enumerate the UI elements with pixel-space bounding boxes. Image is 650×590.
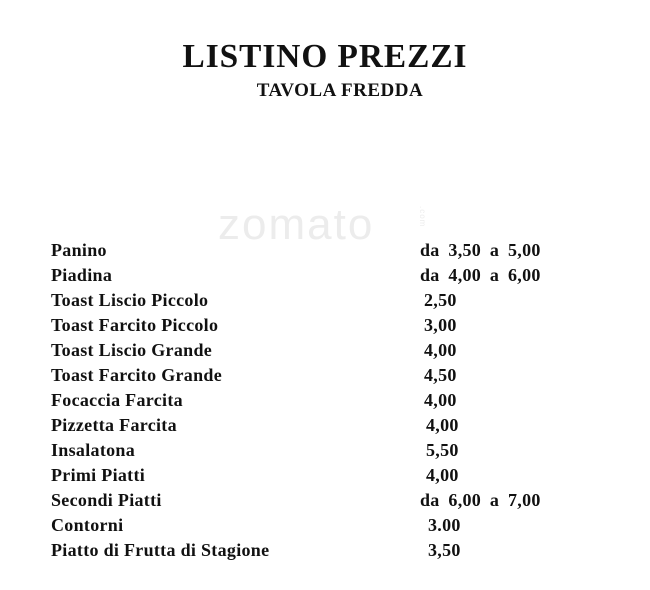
item-name: Focaccia Farcita bbox=[51, 390, 183, 410]
zomato-watermark: zomato bbox=[218, 200, 375, 249]
item-name: Secondi Piatti bbox=[51, 490, 162, 510]
menu-item-pizzetta-farcita bbox=[0, 415, 650, 440]
item-name: Toast Farcito Piccolo bbox=[51, 315, 219, 335]
item-price: 4,50 bbox=[424, 365, 457, 385]
item-price: 4,00 bbox=[426, 415, 459, 435]
item-name: Insalatona bbox=[51, 440, 136, 460]
item-price: da 4,00 a 6,00 bbox=[420, 265, 541, 285]
item-price: 4,00 bbox=[424, 390, 457, 410]
item-name: Toast Farcito Grande bbox=[51, 365, 222, 385]
page-title: LISTINO PREZZI bbox=[182, 38, 468, 75]
item-name: Toast Liscio Piccolo bbox=[51, 290, 209, 310]
item-price: 5,50 bbox=[426, 440, 459, 460]
item-price: 4,00 bbox=[426, 465, 459, 485]
menu-item-toast-farcito-piccolo bbox=[0, 315, 650, 340]
menu-item-panino bbox=[0, 240, 650, 265]
menu-item-toast-farcito-grande bbox=[0, 365, 650, 390]
page-subtitle: TAVOLA FREDDA bbox=[256, 80, 424, 101]
menu-item-toast-liscio-piccolo bbox=[0, 290, 650, 315]
item-price: 4,00 bbox=[424, 340, 457, 360]
item-price: da 3,50 a 5,00 bbox=[420, 240, 541, 260]
item-name: Pizzetta Farcita bbox=[51, 415, 177, 435]
menu-item-insalatona bbox=[0, 440, 650, 465]
menu-item-contorni bbox=[0, 515, 650, 540]
menu-item-piadina bbox=[0, 265, 650, 290]
menu-item-toast-liscio-grande bbox=[0, 340, 650, 365]
menu-item-secondi-piatti bbox=[0, 490, 650, 515]
item-name: Piadina bbox=[51, 265, 113, 285]
item-name: Panino bbox=[51, 240, 107, 260]
menu-item-piatto-di-frutta bbox=[0, 540, 650, 565]
item-name: Primi Piatti bbox=[51, 465, 146, 485]
menu-item-focaccia-farcita bbox=[0, 390, 650, 415]
price-list bbox=[0, 240, 650, 565]
item-price: da 6,00 a 7,00 bbox=[420, 490, 541, 510]
item-price: 2,50 bbox=[424, 290, 457, 310]
zomato-watermark-suffix: .com bbox=[418, 206, 427, 228]
item-price: 3.00 bbox=[428, 515, 461, 535]
item-name: Toast Liscio Grande bbox=[51, 340, 213, 360]
item-name: Contorni bbox=[51, 515, 124, 535]
menu-item-primi-piatti bbox=[0, 465, 650, 490]
item-name: Piatto di Frutta di Stagione bbox=[51, 540, 270, 560]
item-price: 3,50 bbox=[428, 540, 461, 560]
item-price: 3,00 bbox=[424, 315, 457, 335]
